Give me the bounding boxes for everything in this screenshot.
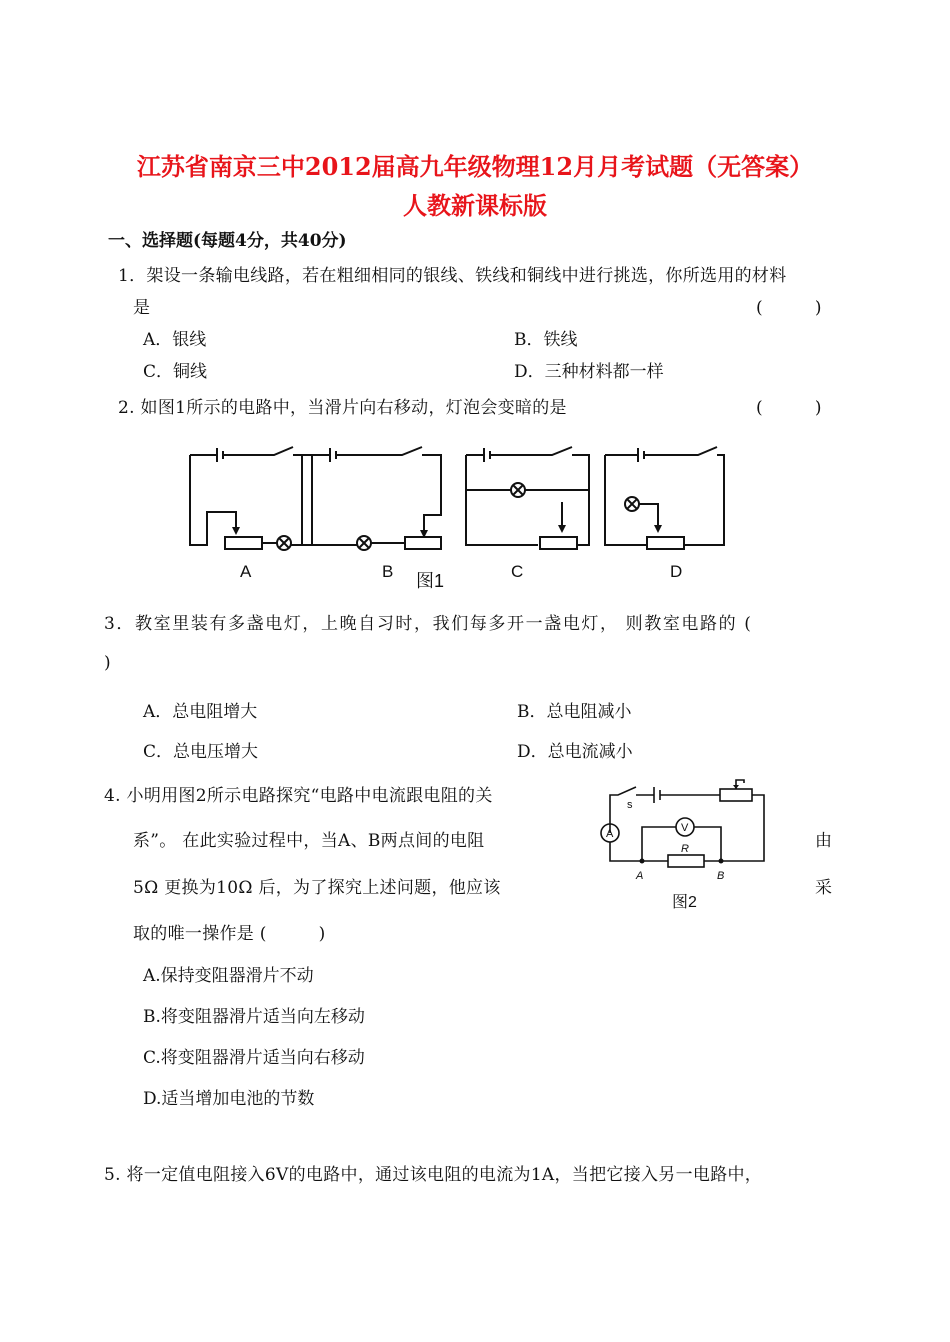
q3-option-a: A．总电阻增大 — [143, 702, 258, 722]
q1-text-line2: 是 — [133, 298, 151, 318]
q4-text-line2: 系”。 在此实验过程中，当A、B两点间的电阻 — [133, 831, 485, 851]
q4-option-b: B.将变阻器滑片适当向左移动 — [143, 1007, 365, 1027]
circuit-a — [190, 447, 312, 550]
section-heading: 一、选择题(每题4分，共40分) — [108, 231, 347, 251]
q1-text-line1: 1．架设一条输电线路，若在粗细相同的银线、铁线和铜线中进行挑选，你所选用的材料 — [118, 266, 787, 286]
q1-option-c: C．铜线 — [143, 362, 208, 382]
circuit-c — [466, 447, 589, 549]
figure-1-caption: 图1 — [416, 571, 445, 590]
q5-text: 5. 将一定值电阻接入6V的电路中，通过该电阻的电流为1A，当把它接入另一电路中， — [104, 1165, 763, 1185]
q2-answer-bracket: ( ) — [756, 398, 822, 418]
circuit-label-b: B — [382, 562, 394, 581]
fig2-point-b-label: B — [717, 870, 725, 882]
circuit-label-a: A — [240, 562, 252, 581]
q3-text-line1: 3．教室里装有多盏电灯，上晚自习时，我们每多开一盏电灯， 则教室电路的 ( — [104, 614, 753, 634]
q4-text-line3-end: 采 — [815, 878, 833, 898]
fig2-ammeter-label: A — [606, 828, 614, 840]
figure-2-circuit — [596, 775, 776, 915]
document-title-line1: 江苏省南京三中2012届高九年级物理12月月考试题（无答案） — [136, 152, 814, 181]
q2-text: 2. 如图1所示的电路中，当滑片向右移动，灯泡会变暗的是 — [118, 398, 567, 418]
q3-text-line2: ) — [104, 653, 111, 673]
q4-text-line3: 5Ω 更换为10Ω 后，为了探究上述问题，他应该 — [133, 878, 501, 898]
figure-2-caption: 图2 — [672, 894, 697, 911]
q3-option-c: C．总电压增大 — [143, 742, 259, 762]
fig2-resistor-label: R — [681, 843, 689, 855]
document-title-line2: 人教新课标版 — [403, 191, 547, 220]
q4-option-c: C.将变阻器滑片适当向右移动 — [143, 1048, 365, 1068]
q1-option-a: A．银线 — [143, 330, 207, 350]
q4-text-line2-end: 由 — [815, 831, 833, 851]
q3-option-d: D．总电流减小 — [517, 742, 633, 762]
q1-option-b: B．铁线 — [514, 330, 578, 350]
q4-option-a: A.保持变阻器滑片不动 — [143, 966, 314, 986]
fig2-switch-label: s — [627, 799, 633, 811]
q4-text-line4: 取的唯一操作是 ( ) — [133, 924, 326, 944]
circuit-label-d: D — [670, 562, 683, 581]
circuit-d — [605, 447, 724, 549]
q3-option-b: B．总电阻减小 — [517, 702, 632, 722]
q4-option-d: D.适当增加电池的节数 — [143, 1089, 315, 1109]
figure-1-circuits — [180, 440, 740, 590]
circuit-b — [302, 447, 441, 550]
q1-answer-bracket: ( ) — [756, 298, 822, 318]
fig2-voltmeter-label: V — [681, 822, 689, 834]
q1-option-d: D．三种材料都一样 — [514, 362, 664, 382]
fig2-point-a-label: A — [636, 870, 644, 882]
q4-text-line1: 4. 小明用图2所示电路探究“电路中电流跟电阻的关 — [104, 786, 493, 806]
circuit-label-c: C — [511, 562, 524, 581]
